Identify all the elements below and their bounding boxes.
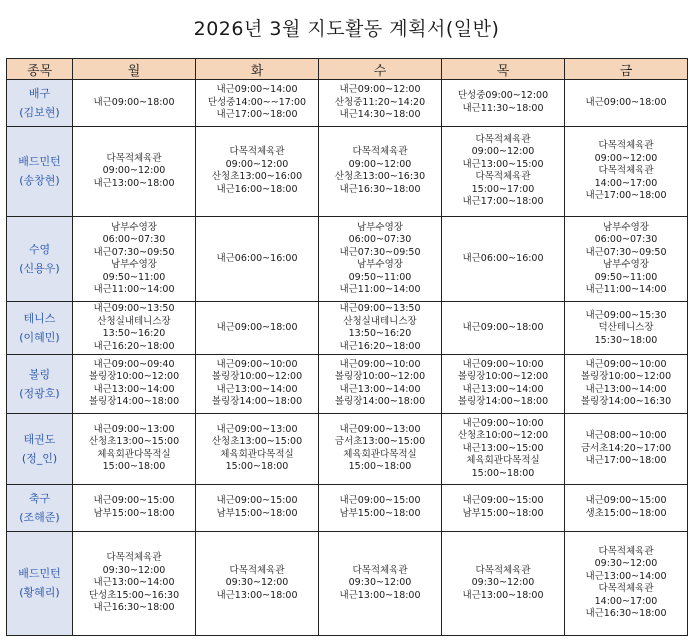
- schedule-entry: 체육회관다목적실: [466, 455, 540, 467]
- schedule-entry: 내근09:00~10:00: [462, 417, 544, 429]
- schedule-entry: 산청실내테니스장: [343, 315, 417, 327]
- schedule-entry: 내근13:00~14:00: [93, 383, 175, 395]
- schedule-entry: 내근09:00~10:00: [216, 358, 298, 370]
- schedule-entry: 내근09:00~12:00: [339, 84, 421, 96]
- header-sport: 종목: [7, 59, 73, 80]
- schedule-entry: 볼링장10:00~12:00: [211, 371, 303, 383]
- table-row: [7, 355, 688, 413]
- schedule-cell-tuesday: [196, 216, 319, 302]
- schedule-cell-monday: [73, 126, 196, 216]
- sport-cell: [7, 413, 73, 484]
- coach-name: (정광호): [19, 386, 60, 400]
- schedule-entry: 15:00~17:00: [471, 183, 535, 195]
- schedule-entry: 09:30~12:00: [594, 558, 658, 570]
- sport-name: 태권도: [23, 432, 56, 446]
- schedule-cell-thursday: [442, 484, 565, 531]
- schedule-entry: 13:50~16:20: [102, 328, 166, 340]
- schedule-entry: 다목적체육관: [352, 564, 408, 576]
- table-row: [7, 302, 688, 355]
- sport-name: 축구: [28, 491, 51, 505]
- schedule-entry: 14:00~17:00: [594, 177, 658, 189]
- schedule-entry: 09:00~12:00: [594, 152, 658, 164]
- schedule-entry: 내근13:00~18:00: [216, 589, 298, 601]
- header-row: [7, 59, 688, 80]
- schedule-entry: 내근13:00~18:00: [93, 177, 175, 189]
- schedule-cell-wednesday: [319, 413, 442, 484]
- schedule-entry: 내근09:00~09:40: [93, 358, 175, 370]
- schedule-table: [6, 58, 688, 636]
- sport-cell: [7, 126, 73, 216]
- schedule-entry: 내근13:00~14:00: [585, 570, 667, 582]
- schedule-entry: 내근09:00~13:50: [339, 303, 421, 315]
- schedule-cell-friday: [565, 484, 688, 531]
- schedule-cell-friday: [565, 126, 688, 216]
- header-monday: 월: [73, 59, 196, 80]
- schedule-entry: 14:00~17:00: [594, 595, 658, 607]
- schedule-cell-tuesday: [196, 302, 319, 355]
- schedule-entry: 산청중11:20~14:20: [334, 96, 426, 108]
- schedule-entry: 남부수영장: [603, 221, 649, 233]
- schedule-cell-friday: [565, 80, 688, 127]
- schedule-entry: 체육회관다목적실: [220, 448, 294, 460]
- schedule-cell-wednesday: [319, 355, 442, 413]
- schedule-entry: 15:30~18:00: [594, 334, 658, 346]
- schedule-cell-tuesday: [196, 484, 319, 531]
- header-wednesday: 수: [319, 59, 442, 80]
- schedule-entry: 내근07:30~09:50: [93, 246, 175, 258]
- schedule-entry: 09:30~12:00: [225, 577, 289, 589]
- schedule-entry: 내근14:30~18:00: [339, 109, 421, 121]
- schedule-entry: 남부수영장: [357, 221, 403, 233]
- schedule-cell-monday: [73, 531, 196, 635]
- schedule-cell-wednesday: [319, 531, 442, 635]
- schedule-entry: 볼링장10:00~12:00: [580, 371, 672, 383]
- schedule-entry: 내근13:00~18:00: [339, 589, 421, 601]
- sport-cell: [7, 484, 73, 531]
- sport-cell: [7, 531, 73, 635]
- schedule-entry: 내근09:00~15:00: [339, 495, 421, 507]
- schedule-entry: 단성중14:00~~17:00: [207, 96, 307, 108]
- sport-cell: [7, 355, 73, 413]
- schedule-cell-thursday: [442, 531, 565, 635]
- schedule-entry: 내근17:00~18:00: [585, 190, 667, 202]
- schedule-entry: 내근09:00~10:00: [462, 358, 544, 370]
- schedule-cell-monday: [73, 216, 196, 302]
- schedule-entry: 산청초13:00~16:30: [334, 171, 426, 183]
- schedule-entry: 덕산테니스장: [598, 322, 654, 334]
- schedule-cell-monday: [73, 355, 196, 413]
- schedule-cell-friday: [565, 355, 688, 413]
- schedule-entry: 다목적체육관: [475, 564, 531, 576]
- sport-name: 배드민턴: [18, 155, 61, 169]
- table-row: [7, 413, 688, 484]
- schedule-cell-friday: [565, 413, 688, 484]
- schedule-entry: 다목적체육관: [598, 545, 654, 557]
- coach-name: (신용우): [19, 262, 60, 276]
- schedule-entry: 내근06:00~16:00: [216, 252, 298, 264]
- schedule-entry: 볼링장14:00~16:30: [580, 396, 672, 408]
- schedule-entry: 다목적체육관: [106, 152, 162, 164]
- schedule-cell-tuesday: [196, 80, 319, 127]
- schedule-cell-tuesday: [196, 126, 319, 216]
- schedule-entry: 내근09:00~14:00: [216, 84, 298, 96]
- schedule-entry: 내근16:30~18:00: [93, 602, 175, 614]
- schedule-entry: 내근09:00~18:00: [462, 322, 544, 334]
- schedule-cell-monday: [73, 80, 196, 127]
- schedule-entry: 체육회관다목적실: [343, 448, 417, 460]
- schedule-entry: 내근13:00~15:00: [462, 442, 544, 454]
- header-friday: 금: [565, 59, 688, 80]
- sport-cell: [7, 302, 73, 355]
- schedule-entry: 09:00~12:00: [102, 165, 166, 177]
- header-thursday: 목: [442, 59, 565, 80]
- schedule-entry: 다목적체육관: [475, 133, 531, 145]
- schedule-entry: 06:00~07:30: [102, 234, 166, 246]
- schedule-entry: 다목적체육관: [475, 171, 531, 183]
- schedule-entry: 다목적체육관: [229, 146, 285, 158]
- schedule-cell-tuesday: [196, 413, 319, 484]
- schedule-entry: 산청초13:00~15:00: [88, 436, 180, 448]
- schedule-entry: 09:50~11:00: [348, 271, 412, 283]
- schedule-entry: 볼링장14:00~18:00: [88, 396, 180, 408]
- sport-name: 테니스: [23, 312, 56, 326]
- schedule-entry: 금서초13:00~15:00: [334, 436, 426, 448]
- schedule-entry: 내근07:30~09:50: [339, 246, 421, 258]
- schedule-entry: 15:00~18:00: [348, 461, 412, 473]
- schedule-entry: 09:30~12:00: [471, 577, 535, 589]
- schedule-entry: 내근09:00~18:00: [93, 96, 175, 108]
- schedule-entry: 산청초13:00~16:00: [211, 171, 303, 183]
- schedule-entry: 내근11:00~14:00: [339, 284, 421, 296]
- schedule-cell-wednesday: [319, 126, 442, 216]
- schedule-entry: 볼링장14:00~18:00: [457, 396, 549, 408]
- schedule-entry: 다목적체육관: [352, 146, 408, 158]
- schedule-entry: 내근09:00~13:00: [339, 423, 421, 435]
- schedule-entry: 09:50~11:00: [594, 271, 658, 283]
- schedule-entry: 06:00~07:30: [348, 234, 412, 246]
- schedule-cell-friday: [565, 302, 688, 355]
- table-row: [7, 531, 688, 635]
- schedule-entry: 남부수영장: [357, 259, 403, 271]
- schedule-entry: 내근16:20~18:00: [339, 340, 421, 352]
- schedule-entry: 06:00~07:30: [594, 234, 658, 246]
- schedule-entry: 내근07:30~09:50: [585, 246, 667, 258]
- sport-name: 배구: [28, 86, 51, 100]
- table-row: [7, 484, 688, 531]
- coach-name: (황혜리): [19, 586, 60, 600]
- schedule-cell-friday: [565, 216, 688, 302]
- schedule-entry: 산청초13:00~15:00: [211, 436, 303, 448]
- sport-name: 배드민턴: [18, 567, 61, 581]
- schedule-entry: 09:00~12:00: [225, 158, 289, 170]
- schedule-cell-wednesday: [319, 80, 442, 127]
- schedule-entry: 내근17:00~18:00: [216, 109, 298, 121]
- table-row: [7, 126, 688, 216]
- schedule-entry: 내근16:30~18:00: [585, 608, 667, 620]
- schedule-entry: 체육회관다목적실: [97, 448, 171, 460]
- schedule-entry: 내근08:00~10:00: [585, 430, 667, 442]
- schedule-cell-wednesday: [319, 484, 442, 531]
- schedule-entry: 15:00~18:00: [102, 461, 166, 473]
- schedule-cell-thursday: [442, 302, 565, 355]
- coach-name: (김보현): [19, 105, 60, 119]
- coach-name: (송창현): [19, 174, 60, 188]
- schedule-entry: 볼링장10:00~12:00: [334, 371, 426, 383]
- schedule-entry: 볼링장10:00~12:00: [88, 371, 180, 383]
- table-row: [7, 216, 688, 302]
- schedule-entry: 내근13:00~14:00: [339, 383, 421, 395]
- table-row: [7, 80, 688, 127]
- schedule-entry: 생초15:00~18:00: [585, 507, 667, 519]
- schedule-entry: 단성초15:00~16:30: [88, 589, 180, 601]
- sport-cell: [7, 216, 73, 302]
- schedule-entry: 내근09:00~15:00: [462, 495, 544, 507]
- schedule-entry: 남부수영장: [111, 259, 157, 271]
- schedule-cell-thursday: [442, 355, 565, 413]
- schedule-cell-monday: [73, 484, 196, 531]
- schedule-cell-thursday: [442, 216, 565, 302]
- schedule-entry: 내근09:00~15:00: [216, 495, 298, 507]
- schedule-cell-friday: [565, 531, 688, 635]
- schedule-cell-thursday: [442, 126, 565, 216]
- schedule-entry: 내근09:00~15:00: [585, 495, 667, 507]
- schedule-cell-tuesday: [196, 355, 319, 413]
- schedule-entry: 남부수영장: [111, 221, 157, 233]
- schedule-entry: 내근09:00~18:00: [216, 322, 298, 334]
- sport-name: 볼링: [28, 367, 51, 381]
- schedule-entry: 내근09:00~10:00: [585, 358, 667, 370]
- schedule-entry: 남부수영장: [603, 259, 649, 271]
- coach-name: (이혜민): [19, 331, 60, 345]
- schedule-entry: 남부15:00~18:00: [216, 507, 298, 519]
- schedule-entry: 내근09:00~18:00: [585, 96, 667, 108]
- schedule-entry: 내근11:30~18:00: [462, 102, 544, 114]
- schedule-entry: 내근09:00~13:00: [216, 423, 298, 435]
- schedule-entry: 볼링장10:00~12:00: [457, 371, 549, 383]
- schedule-entry: 볼링장14:00~18:00: [334, 396, 426, 408]
- schedule-entry: 내근13:00~18:00: [462, 589, 544, 601]
- coach-name: (정_인): [21, 451, 58, 465]
- schedule-entry: 내근17:00~18:00: [585, 455, 667, 467]
- schedule-entry: 남부15:00~18:00: [462, 507, 544, 519]
- schedule-entry: 09:00~12:00: [471, 146, 535, 158]
- schedule-cell-tuesday: [196, 531, 319, 635]
- schedule-cell-monday: [73, 413, 196, 484]
- schedule-entry: 내근13:00~14:00: [585, 383, 667, 395]
- schedule-cell-thursday: [442, 80, 565, 127]
- schedule-entry: 09:00~12:00: [348, 158, 412, 170]
- schedule-entry: 내근13:00~14:00: [216, 383, 298, 395]
- schedule-entry: 볼링장14:00~18:00: [211, 396, 303, 408]
- schedule-entry: 내근11:00~14:00: [585, 284, 667, 296]
- schedule-entry: 산청초10:00~12:00: [457, 430, 549, 442]
- schedule-entry: 다목적체육관: [598, 583, 654, 595]
- schedule-entry: 내근16:00~18:00: [216, 183, 298, 195]
- schedule-entry: 내근09:00~15:30: [585, 309, 667, 321]
- schedule-entry: 15:00~18:00: [225, 461, 289, 473]
- schedule-entry: 내근09:00~13:00: [93, 423, 175, 435]
- schedule-cell-thursday: [442, 413, 565, 484]
- schedule-entry: 09:50~11:00: [102, 271, 166, 283]
- header-tuesday: 화: [196, 59, 319, 80]
- schedule-entry: 내근09:00~10:00: [339, 358, 421, 370]
- schedule-entry: 15:00~18:00: [471, 467, 535, 479]
- schedule-entry: 다목적체육관: [229, 564, 285, 576]
- schedule-entry: 다목적체육관: [598, 165, 654, 177]
- schedule-entry: 09:30~12:00: [102, 564, 166, 576]
- schedule-entry: 내근09:00~15:00: [93, 495, 175, 507]
- coach-name: (조해준): [19, 510, 60, 524]
- schedule-entry: 남부15:00~18:00: [93, 507, 175, 519]
- schedule-entry: 내근16:30~18:00: [339, 183, 421, 195]
- schedule-entry: 산청실내테니스장: [97, 315, 171, 327]
- schedule-cell-wednesday: [319, 216, 442, 302]
- schedule-entry: 단성중09:00~12:00: [457, 90, 549, 102]
- schedule-entry: 다목적체육관: [598, 140, 654, 152]
- schedule-entry: 금서초14:20~17:00: [580, 442, 672, 454]
- schedule-entry: 내근16:20~18:00: [93, 340, 175, 352]
- schedule-entry: 내근13:00~14:00: [93, 577, 175, 589]
- schedule-entry: 내근06:00~16:00: [462, 252, 544, 264]
- schedule-entry: 내근13:00~15:00: [462, 158, 544, 170]
- schedule-entry: 09:30~12:00: [348, 577, 412, 589]
- schedule-cell-wednesday: [319, 302, 442, 355]
- schedule-entry: 다목적체육관: [106, 552, 162, 564]
- schedule-cell-monday: [73, 302, 196, 355]
- schedule-entry: 남부15:00~18:00: [339, 507, 421, 519]
- page-title: 2026년 3월 지도활동 계획서(일반): [193, 18, 500, 40]
- schedule-entry: 13:50~16:20: [348, 328, 412, 340]
- sport-name: 수영: [28, 243, 51, 257]
- schedule-entry: 내근13:00~14:00: [462, 383, 544, 395]
- schedule-entry: 내근11:00~14:00: [93, 284, 175, 296]
- sport-cell: [7, 80, 73, 127]
- schedule-entry: 내근17:00~18:00: [462, 196, 544, 208]
- schedule-entry: 내근09:00~13:50: [93, 303, 175, 315]
